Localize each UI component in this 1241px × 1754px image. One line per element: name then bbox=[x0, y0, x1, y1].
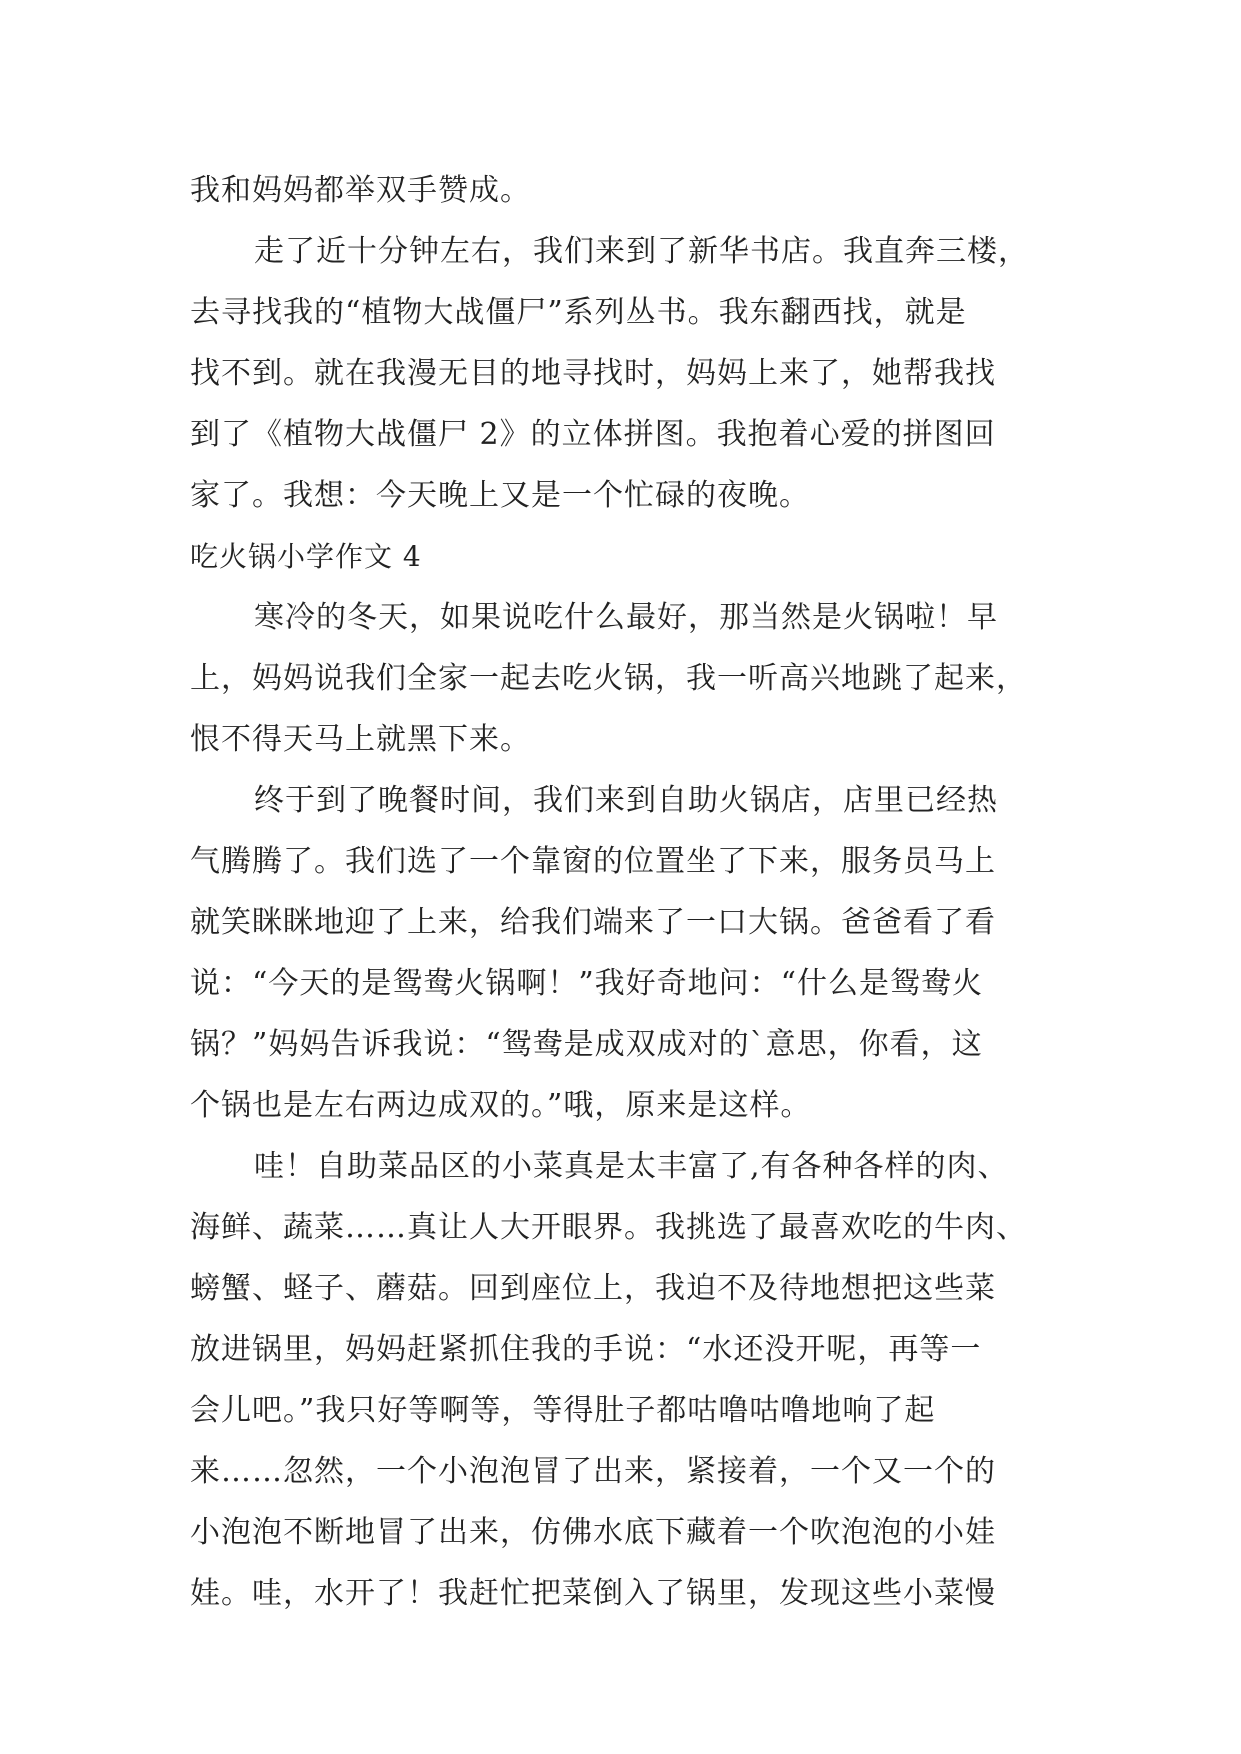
text-line: 家了。我想：今天晚上又是一个忙碌的夜晚。 bbox=[190, 478, 810, 513]
text-line: 会儿吧。”我只好等啊等，等得肚子都咕噜咕噜地响了起 bbox=[190, 1393, 936, 1428]
text-line: 走了近十分钟左右，我们来到了新华书店。我直奔三楼， bbox=[254, 234, 1029, 269]
text-line: 上，妈妈说我们全家一起去吃火锅，我一听高兴地跳了起来， bbox=[190, 661, 1027, 696]
text-line: 说：“今天的是鸳鸯火锅啊！”我好奇地问：“什么是鸳鸯火 bbox=[190, 966, 984, 1001]
text-line: 寒冷的冬天，如果说吃什么最好，那当然是火锅啦！早 bbox=[254, 600, 998, 635]
text-line: 锅？”妈妈告诉我说：“鸳鸯是成双成对的`意思，你看，这 bbox=[190, 1027, 983, 1062]
text-line: 终于到了晚餐时间，我们来到自助火锅店，店里已经热 bbox=[254, 783, 998, 818]
text-line: 娃。哇，水开了！我赶忙把菜倒入了锅里，发现这些小菜慢 bbox=[190, 1576, 996, 1611]
text-line: 放进锅里，妈妈赶紧抓住我的手说：“水还没开呢，再等一 bbox=[190, 1332, 982, 1367]
article-text bbox=[190, 160, 1060, 1624]
text-line: 恨不得天马上就黑下来。 bbox=[190, 722, 531, 757]
text-line: 来……忽然，一个小泡泡冒了出来，紧接着，一个又一个的 bbox=[190, 1454, 996, 1489]
text-line: 找不到。就在我漫无目的地寻找时，妈妈上来了，她帮我找 bbox=[190, 356, 996, 391]
text-line: 海鲜、蔬菜……真让人大开眼界。我挑选了最喜欢吃的牛肉、 bbox=[190, 1210, 1027, 1245]
text-line: 气腾腾了。我们选了一个靠窗的位置坐了下来，服务员马上 bbox=[190, 844, 996, 879]
text-line: 螃蟹、蛏子、蘑菇。回到座位上，我迫不及待地想把这些菜 bbox=[190, 1271, 996, 1306]
text-line: 就笑眯眯地迎了上来，给我们端来了一口大锅。爸爸看了看 bbox=[190, 905, 996, 940]
text-line: 小泡泡不断地冒了出来，仿佛水底下藏着一个吹泡泡的小娃 bbox=[190, 1515, 996, 1550]
text-line: 哇！自助菜品区的小菜真是太丰富了,有各种各样的肉、 bbox=[254, 1149, 1009, 1184]
text-line: 去寻找我的“植物大战僵尸”系列丛书。我东翻西找，就是 bbox=[190, 295, 967, 330]
text-line: 个锅也是左右两边成双的。”哦，原来是这样。 bbox=[190, 1088, 812, 1123]
text-line: 我和妈妈都举双手赞成。 bbox=[190, 173, 531, 208]
section-heading: 吃火锅小学作文 4 bbox=[190, 540, 422, 573]
text-line: 到了《植物大战僵尸 2》的立体拼图。我抱着心爱的拼图回 bbox=[190, 417, 996, 452]
